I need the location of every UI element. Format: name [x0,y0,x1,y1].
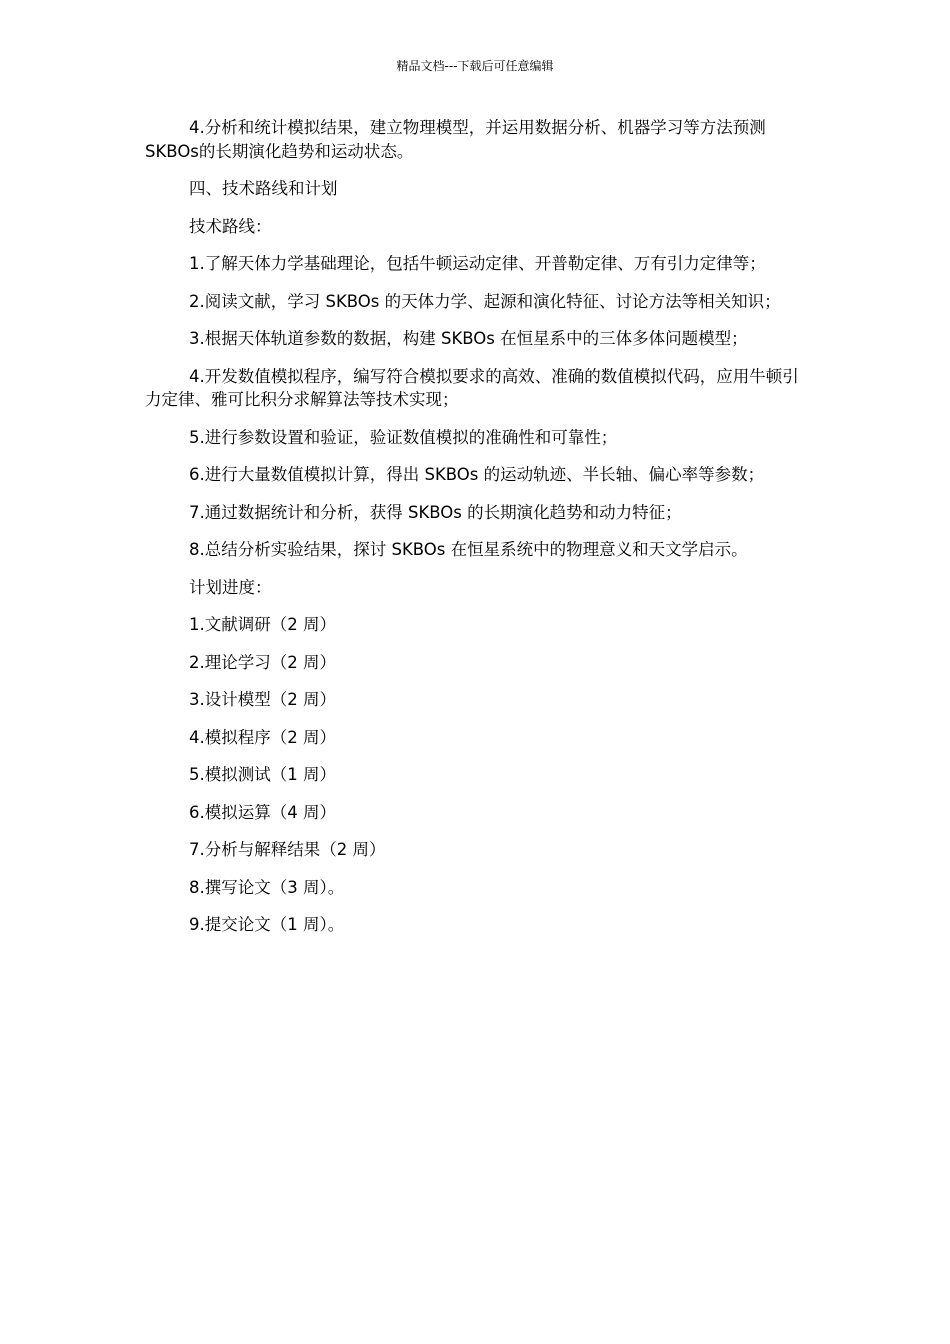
route-step-1: 1.了解天体力学基础理论，包括牛顿运动定律、开普勒定律、万有引力定律等； [189,254,766,273]
schedule-item-2: 2.理论学习（2 周） [189,652,336,672]
subheading-technical-route: 技术路线： [189,216,272,236]
route-step-5: 5.进行参数设置和验证，验证数值模拟的准确性和可靠性； [189,427,618,447]
schedule-item-6: 6.模拟运算（4 周） [189,802,336,822]
route-step-7: 7.通过数据统计和分析，获得 SKBOs 的长期演化趋势和动力特征； [189,502,682,522]
subheading-schedule: 计划进度： [189,577,272,597]
schedule-item-8: 8.撰写论文（3 周）。 [189,877,345,897]
route-step-8: 8.总结分析实验结果，探讨 SKBOs 在恒星系统中的物理意义和天文学启示。 [189,540,748,559]
schedule-item-5: 5.模拟测试（1 周） [189,765,336,784]
paragraph-analysis-step: 4.分析和统计模拟结果，建立物理模型，并运用数据分析、机器学习等方法预测SKBOs的长期演化趋势和运动状态。 [145,118,766,161]
route-step-6: 6.进行大量数值模拟计算，得出 SKBOs 的运动轨迹、半长轴、偏心率等参数； [189,465,765,484]
route-step-2: 2.阅读文献，学习 SKBOs 的天体力学、起源和演化特征、讨论方法等相关知识； [189,291,781,311]
page-header: 精品文档---下载后可任意编辑 [396,59,554,73]
route-step-4: 4.开发数值模拟程序，编写符合模拟要求的高效、准确的数值模拟代码，应用牛顿引力定律、雅可比积分求解算法等技术实现； [145,366,799,409]
schedule-item-1: 1.文献调研（2 周） [189,615,336,634]
schedule-item-4: 4.模拟程序（2 周） [189,727,336,747]
schedule-item-7: 7.分析与解释结果（2 周） [189,840,386,859]
schedule-item-3: 3.设计模型（2 周） [189,690,336,709]
route-step-3: 3.根据天体轨道参数的数据，构建 SKBOs 在恒星系中的三体多体问题模型； [189,329,748,348]
schedule-item-9: 9.提交论文（1 周）。 [189,915,345,934]
section-heading-technical-route: 四、技术路线和计划 [189,179,338,198]
document-body [145,116,810,951]
